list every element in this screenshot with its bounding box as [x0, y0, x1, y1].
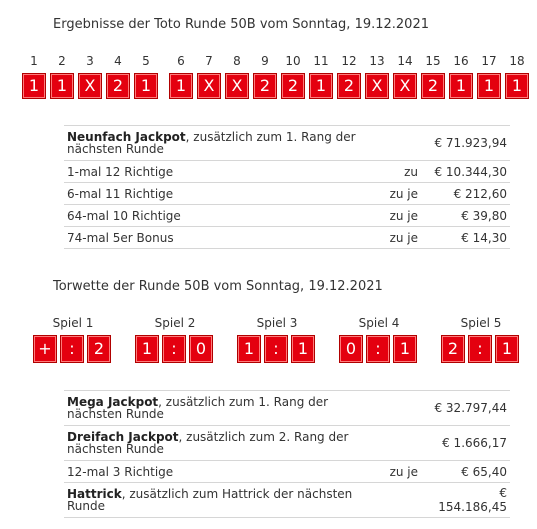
toto-game-number: 15	[425, 54, 441, 68]
torwette-score-box	[33, 335, 113, 363]
toto-payout-label	[64, 161, 375, 183]
toto-payout-prefix	[375, 126, 424, 161]
toto-payout-label	[64, 183, 375, 205]
torwette-score-home: 0	[339, 335, 363, 363]
toto-result-cell: 1	[309, 73, 333, 99]
torwette-payout-label	[64, 426, 375, 461]
toto-game-number: 16	[453, 54, 469, 68]
torwette-score-box	[237, 335, 317, 363]
toto-payout-label-text: , zusätzlich zum 1. Rang der nächsten Runde	[67, 130, 356, 156]
toto-payout-row	[64, 227, 510, 249]
toto-game-number: 14	[397, 54, 413, 68]
torwette-payout-label-text: , zusätzlich zum 2. Rang der nächsten Runde	[67, 430, 349, 456]
torwette-game	[339, 316, 419, 363]
toto-result-cell: 1	[50, 73, 74, 99]
toto-result-cell: 1	[505, 73, 529, 99]
torwette-payout-label	[64, 461, 375, 483]
toto-payout-prefix: zu je	[375, 227, 424, 249]
toto-game-number: 8	[233, 54, 241, 68]
toto-payout-label-text: 74-mal 5er Bonus	[67, 230, 174, 245]
torwette-payout-row	[64, 483, 510, 518]
toto-result-cell: X	[197, 73, 221, 99]
torwette-payout-label-bold: Mega Jackpot	[67, 395, 159, 409]
toto-result-cell: 1	[169, 73, 193, 99]
toto-game-number: 6	[177, 54, 185, 68]
toto-game-number: 9	[261, 54, 269, 68]
toto-game-number: 5	[142, 54, 150, 68]
torwette-score-away: 1	[291, 335, 315, 363]
toto-game-number: 1	[30, 54, 38, 68]
toto-payout-label-bold: Neunfach Jackpot	[67, 130, 186, 144]
torwette-score-home: 2	[441, 335, 465, 363]
torwette-game	[135, 316, 215, 363]
toto-result-cell: 1	[134, 73, 158, 99]
torwette-score-sep: :	[366, 335, 390, 363]
toto-result-cell: 2	[253, 73, 277, 99]
torwette-payout-prefix: zu je	[375, 461, 424, 483]
torwette-payout-prefix	[375, 426, 424, 461]
torwette-game-label: Spiel 4	[358, 316, 400, 330]
toto-result-cell: 2	[106, 73, 130, 99]
torwette-score-home: 1	[135, 335, 159, 363]
torwette-payout-prefix	[375, 391, 424, 426]
toto-result-cell: 2	[281, 73, 305, 99]
torwette-payout-amount: € 1.666,17	[424, 426, 510, 461]
toto-game-number: 2	[58, 54, 66, 68]
torwette-payout-row	[64, 426, 510, 461]
torwette-score-home: +	[33, 335, 57, 363]
toto-payout-amount: € 14,30	[424, 227, 510, 249]
torwette-score-box	[339, 335, 419, 363]
toto-payout-label-text: 1-mal 12 Richtige	[67, 164, 174, 179]
toto-game-number: 11	[313, 54, 329, 68]
toto-result-cell: 1	[22, 73, 46, 99]
torwette-payout-label-bold: Hattrick	[67, 487, 122, 501]
toto-payout-amount: € 10.344,30	[424, 161, 510, 183]
toto-payout-row	[64, 183, 510, 205]
toto-payout-prefix: zu	[375, 161, 424, 183]
toto-game-number: 4	[114, 54, 122, 68]
toto-payout-row	[64, 126, 510, 161]
torwette-payout-row	[64, 391, 510, 426]
toto-result-cell: 1	[449, 73, 473, 99]
toto-result-cell: X	[225, 73, 249, 99]
toto-payout-amount: € 39,80	[424, 205, 510, 227]
toto-game-number: 13	[369, 54, 385, 68]
toto-payout-prefix: zu je	[375, 205, 424, 227]
torwette-score-box	[135, 335, 215, 363]
toto-heading: Ergebnisse der Toto Runde 50B vom Sonntag, 19.12.2021	[53, 17, 429, 32]
toto-game-number: 3	[86, 54, 94, 68]
toto-game-number: 12	[341, 54, 357, 68]
toto-payout-row	[64, 161, 510, 183]
torwette-payout-label-text: , zusätzlich zum 1. Rang der nächsten Runde	[67, 395, 329, 421]
torwette-payout-row	[64, 461, 510, 483]
torwette-heading: Torwette der Runde 50B vom Sonntag, 19.12.2021	[53, 279, 383, 294]
toto-game-number: 10	[285, 54, 301, 68]
toto-result-cell: 2	[337, 73, 361, 99]
toto-payout-label	[64, 126, 375, 161]
torwette-game-label: Spiel 3	[256, 316, 298, 330]
torwette-payout-amount: € 154.186,45	[424, 483, 510, 518]
toto-game-numbers	[22, 54, 532, 70]
torwette-game	[441, 316, 521, 363]
torwette-score-away: 1	[495, 335, 519, 363]
torwette-payout-label-text: 12-mal 3 Richtige	[67, 464, 174, 479]
torwette-score-sep: :	[468, 335, 492, 363]
torwette-payout-table	[64, 390, 510, 518]
toto-payout-label-text: 6-mal 11 Richtige	[67, 186, 174, 201]
toto-game-number: 7	[205, 54, 213, 68]
torwette-score-sep: :	[60, 335, 84, 363]
toto-payout-label	[64, 227, 375, 249]
toto-result-cell: 1	[477, 73, 501, 99]
toto-result-cell: X	[365, 73, 389, 99]
toto-payout-amount: € 71.923,94	[424, 126, 510, 161]
toto-payout-row	[64, 205, 510, 227]
torwette-score-sep: :	[162, 335, 186, 363]
torwette-payout-label-text: , zusätzlich zum Hattrick der nächsten Runde	[67, 487, 353, 513]
torwette-score-away: 1	[393, 335, 417, 363]
torwette-payout-amount: € 32.797,44	[424, 391, 510, 426]
torwette-score-away: 0	[189, 335, 213, 363]
torwette-payout-amount: € 65,40	[424, 461, 510, 483]
toto-results-row	[22, 73, 532, 99]
torwette-score-box	[441, 335, 521, 363]
toto-game-number: 17	[481, 54, 497, 68]
toto-payout-label-text: 64-mal 10 Richtige	[67, 208, 181, 223]
torwette-game-label: Spiel 1	[52, 316, 94, 330]
torwette-payout-label	[64, 483, 375, 518]
toto-payout-amount: € 212,60	[424, 183, 510, 205]
torwette-payout-prefix	[375, 483, 424, 518]
torwette-score-away: 2	[87, 335, 111, 363]
toto-result-cell: X	[78, 73, 102, 99]
torwette-game-label: Spiel 2	[154, 316, 196, 330]
toto-game-number: 18	[509, 54, 525, 68]
toto-payout-table	[64, 125, 510, 249]
torwette-score-home: 1	[237, 335, 261, 363]
toto-payout-prefix: zu je	[375, 183, 424, 205]
torwette-score-sep: :	[264, 335, 288, 363]
torwette-payout-label	[64, 391, 375, 426]
torwette-game	[237, 316, 317, 363]
torwette-game-label: Spiel 5	[460, 316, 502, 330]
torwette-game	[33, 316, 113, 363]
toto-payout-label	[64, 205, 375, 227]
torwette-payout-label-bold: Dreifach Jackpot	[67, 430, 179, 444]
toto-result-cell: 2	[421, 73, 445, 99]
toto-result-cell: X	[393, 73, 417, 99]
